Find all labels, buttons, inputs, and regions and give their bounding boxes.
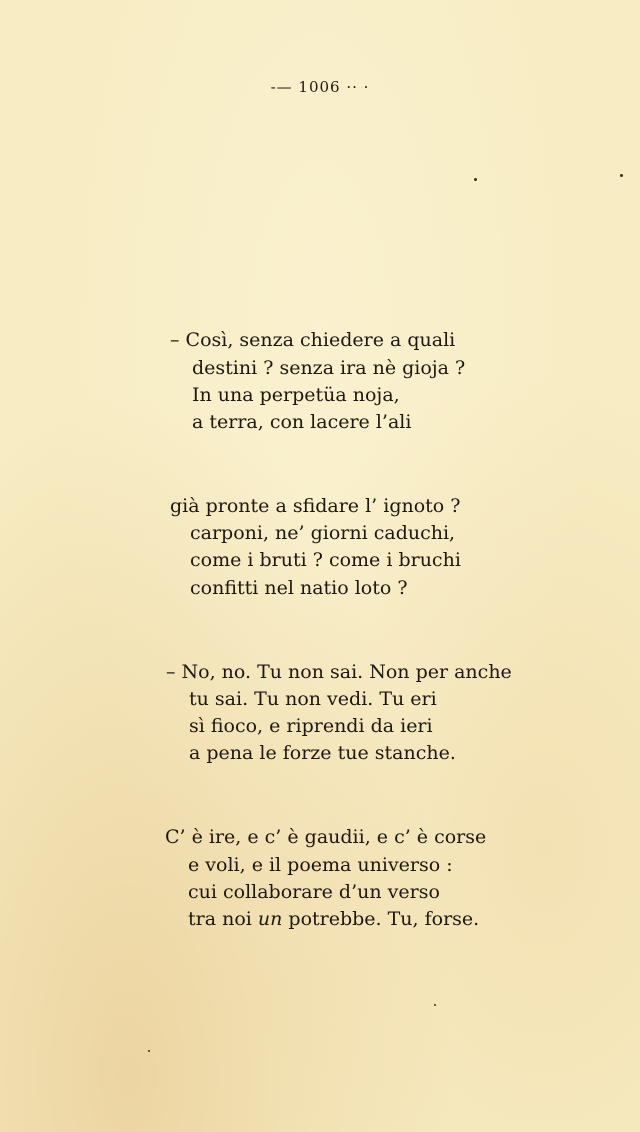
verse-line: e voli, e il poema universo :: [188, 854, 453, 876]
verse-line: confitti nel natio loto ?: [190, 577, 408, 599]
verse-line: carponi, ne’ giorni caduchi,: [190, 522, 456, 544]
paper-speck: [148, 1050, 150, 1052]
verse-line: tu sai. Tu non vedi. Tu eri: [189, 688, 437, 710]
verse-line: come i bruti ? come i bruchi: [190, 549, 461, 571]
verse-line: già pronte a sfidare l’ ignoto ?: [170, 495, 461, 517]
paper-speck: [620, 174, 623, 177]
italic-word: un: [257, 908, 283, 930]
verse-line: sì fioco, e riprendi da ieri: [189, 715, 433, 737]
verse-line: a terra, con lacere l’ali: [192, 411, 412, 433]
verse-line-start: tra noi: [188, 908, 258, 930]
paper-speck: [474, 178, 477, 181]
verse-line: a pena le forze tue stanche.: [189, 742, 456, 764]
page-number: -— 1006 ·· ·: [270, 78, 370, 96]
verse-line-end: potrebbe. Tu, forse.: [282, 908, 480, 930]
paper-speck: [434, 1004, 436, 1006]
verse-line: – No, no. Tu non sai. Non per anche: [166, 661, 512, 683]
verse-line: C’ è ire, e c’ è gaudii, e c’ è corse: [165, 826, 487, 848]
verse-line: In una perpetüa noja,: [192, 384, 400, 406]
verse-line: cui collaborare d’un verso: [188, 881, 440, 903]
verse-line: destini ? senza ira nè gioja ?: [192, 357, 466, 379]
verse-line: [188, 905, 479, 933]
verse-line: – Così, senza chiedere a quali: [170, 329, 456, 351]
